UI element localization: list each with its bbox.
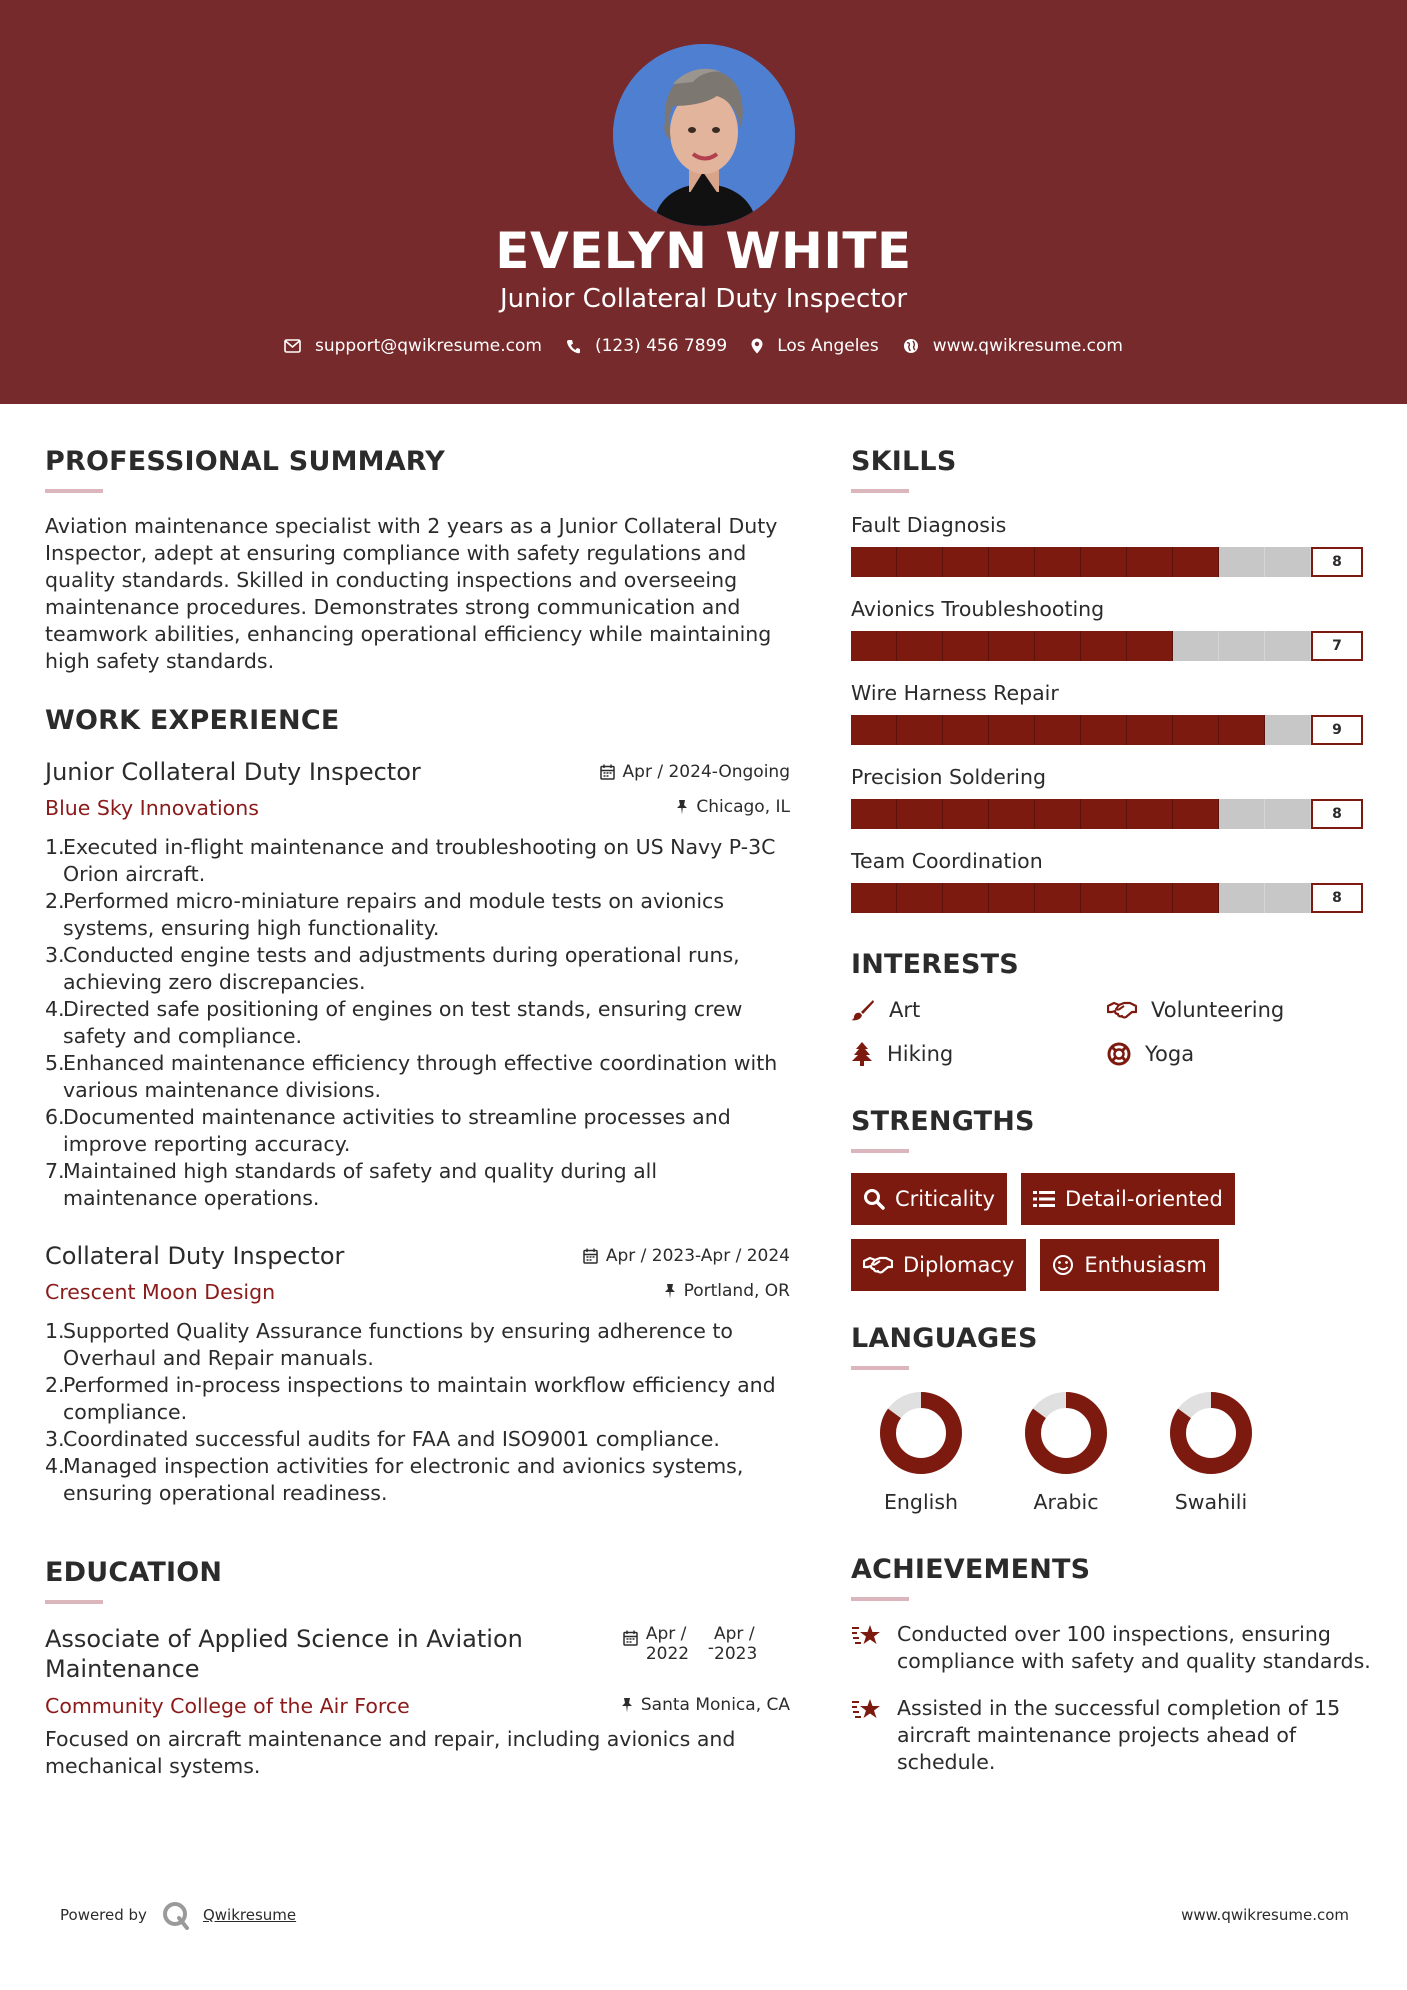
skills-section [851,446,1371,913]
skill-item [851,513,1371,577]
contact-phone[interactable] [566,336,727,356]
powered-by-text: Powered by [60,1906,147,1924]
interests-list [851,998,1371,1066]
skill-segment [897,631,943,661]
heading-underline [851,1149,909,1153]
phone-text: (123) 456 7899 [594,336,728,356]
paintbrush-icon [851,999,875,1021]
skill-segment [943,883,989,913]
search-icon [863,1188,885,1210]
skill-segment [897,799,943,829]
strength-tag: Detail-oriented [1021,1173,1235,1225]
phone-icon [566,339,581,354]
skill-segment [1035,799,1081,829]
summary-text: Aviation maintenance specialist with 2 years as a Junior Collateral Duty Inspector, adept at ensuring compliance with safety regulations and quality standards. Skilled in conducting inspections and overseeing maintenance procedures. Demonstrates strong communication and teamwork abilities, enhancing operational efficiency while maintaining high safety standards. [45,514,778,673]
skill-segment [1127,715,1173,745]
list-item: Enhanced maintenance efficiency through effective coordination with various maintenance divisions. [63,1051,778,1102]
strengths-list [851,1173,1371,1291]
calendar-icon [583,1248,598,1264]
handshake-icon [863,1255,893,1275]
skill-segment [1081,547,1127,577]
experience-heading: WORK EXPERIENCE [45,705,340,736]
email-text: support@qwikresume.com [315,336,542,356]
skill-track [851,799,1311,829]
skill-segment [1035,631,1081,661]
skill-segment [1219,715,1265,745]
education-section [45,1557,790,1780]
star-award-icon [851,1623,883,1649]
summary-heading: PROFESSIONAL SUMMARY [45,446,446,477]
skill-segment [943,547,989,577]
achievements-section [851,1554,1371,1776]
languages-list [851,1390,1281,1514]
school-name: Community College of the Air Force [45,1694,410,1718]
skill-score: 7 [1311,631,1363,661]
skill-score: 8 [1311,799,1363,829]
language-item [1141,1390,1281,1514]
location-text: Los Angeles [777,336,879,356]
heading-underline [851,1366,909,1370]
list-item: Supported Quality Assurance functions by ensuring adherence to Overhaul and Repair manuals. [63,1319,733,1370]
achievement-item: Assisted in the successful completion of 15 aircraft maintenance projects ahead of schedule. [851,1695,1371,1776]
skill-segment [1173,547,1219,577]
skill-segment [1173,631,1219,661]
list-icon [1033,1190,1055,1208]
list-item: Executed in-flight maintenance and troubleshooting on US Navy P-3C Orion aircraft. [63,835,776,886]
skill-segment [1265,631,1311,661]
skill-segment [989,631,1035,661]
candidate-title: Junior Collateral Duty Inspector [499,284,908,314]
strength-tag: Enthusiasm [1040,1239,1218,1291]
skills-list [851,513,1371,913]
skill-segment [989,883,1035,913]
language-item [851,1390,991,1514]
footer-website[interactable]: www.qwikresume.com [1181,1906,1349,1924]
interests-heading: INTERESTS [851,949,1019,980]
education-location: Santa Monica, CA [621,1695,790,1715]
contact-bar [0,336,1407,356]
skill-score: 8 [1311,883,1363,913]
strengths-heading: STRENGTHS [851,1106,1035,1137]
interest-item: Hiking [851,1042,1107,1066]
skill-name: Avionics Troubleshooting [851,597,1105,621]
portrait-image [613,44,795,226]
skill-bar [851,631,1363,661]
contact-location [751,336,879,356]
interest-item: Yoga [1107,1042,1363,1066]
language-name: Swahili [1174,1490,1248,1514]
skill-segment [943,799,989,829]
job-title: Collateral Duty Inspector [45,1242,345,1270]
skill-segment [1127,631,1173,661]
skill-segment [943,715,989,745]
job-location: Chicago, IL [676,797,790,817]
skill-segment [851,715,897,745]
list-item: Conducted engine tests and adjustments during operational runs, achieving zero discrepancies. [63,943,740,994]
skills-heading: SKILLS [851,446,957,477]
smile-icon [1052,1254,1074,1276]
list-item: Maintained high standards of safety and quality during all maintenance operations. [63,1159,658,1210]
skill-bar [851,715,1363,745]
skill-segment [1081,883,1127,913]
brand-link[interactable]: Qwikresume [202,1906,297,1924]
pushpin-icon [621,1697,633,1713]
skill-segment [1219,883,1265,913]
skill-segment [851,631,897,661]
achievement-item: Conducted over 100 inspections, ensuring compliance with safety and quality standards. [851,1621,1371,1675]
job-date: Apr / 2024-Ongoing [600,762,790,782]
strength-tag: Criticality [851,1173,1007,1225]
job-title: Junior Collateral Duty Inspector [45,758,421,786]
language-name: English [883,1490,959,1514]
skill-segment [1035,883,1081,913]
qwikresume-logo-icon [161,1900,191,1930]
skill-segment [1265,547,1311,577]
education-heading: EDUCATION [45,1557,223,1588]
experience-section [45,705,790,1507]
language-item [996,1390,1136,1514]
skill-segment [1081,631,1127,661]
skill-track [851,715,1311,745]
list-item: Performed micro-miniature repairs and module tests on avionics systems, ensuring high functionality. [63,889,724,940]
skill-segment [1127,547,1173,577]
heading-underline [45,1600,103,1604]
language-name: Arabic [1033,1490,1099,1514]
job-company: Crescent Moon Design [45,1280,276,1304]
left-column [45,446,790,1780]
heading-underline [851,1597,909,1601]
resume-header [0,0,1407,404]
skill-segment [989,799,1035,829]
tree-icon [851,1042,873,1066]
language-donut [1168,1390,1254,1476]
job-company: Blue Sky Innovations [45,796,259,820]
degree-title: Associate of Applied Science in Aviation Maintenance [45,1625,523,1683]
skill-segment [1219,631,1265,661]
job-bullets [63,1318,790,1507]
interests-section [851,949,1371,1066]
skill-bar [851,547,1363,577]
handshake-icon [1107,1000,1137,1020]
map-marker-icon [751,338,763,354]
skill-name: Wire Harness Repair [851,681,1059,705]
summary-section [45,446,790,675]
interest-item: Volunteering [1107,998,1363,1022]
contact-website[interactable] [903,336,1123,356]
pushpin-icon [676,799,688,815]
skill-item [851,597,1371,661]
globe-icon [903,338,919,354]
skill-segment [1265,883,1311,913]
website-text: www.qwikresume.com [932,336,1123,356]
skill-segment [1265,715,1311,745]
skill-track [851,883,1311,913]
skill-score: 8 [1311,547,1363,577]
heading-underline [851,489,909,493]
education-date: Apr / 2022 - Apr / 2023 [623,1624,762,1672]
education-description: Focused on aircraft maintenance and repair, including avionics and mechanical systems. [45,1727,736,1778]
skill-name: Precision Soldering [851,765,1046,789]
language-donut [1023,1390,1109,1476]
skill-segment [1173,715,1219,745]
languages-section [851,1323,1371,1514]
right-column [851,446,1371,1796]
skill-segment [1127,799,1173,829]
language-donut [878,1390,964,1476]
skill-segment [897,715,943,745]
job-entry [45,758,790,1212]
avatar [613,44,795,226]
star-award-icon [851,1697,883,1723]
skill-segment [943,631,989,661]
skill-segment [1219,799,1265,829]
strength-tag: Diplomacy [851,1239,1026,1291]
skill-segment [989,547,1035,577]
skill-segment [1219,547,1265,577]
skill-segment [1081,799,1127,829]
list-item: Directed safe positioning of engines on test stands, ensuring crew safety and compliance. [63,997,743,1048]
interest-item: Art [851,998,1107,1022]
skill-name: Fault Diagnosis [851,513,1007,537]
calendar-icon [600,764,615,780]
skill-segment [851,547,897,577]
skill-item [851,849,1371,913]
skill-segment [851,883,897,913]
achievements-heading: ACHIEVEMENTS [851,1554,1091,1585]
skill-item [851,681,1371,745]
skill-segment [1127,883,1173,913]
skill-segment [1265,799,1311,829]
skill-score: 9 [1311,715,1363,745]
skill-segment [897,547,943,577]
skill-track [851,631,1311,661]
envelope-icon [284,339,301,353]
skill-segment [851,799,897,829]
job-date: Apr / 2023-Apr / 2024 [583,1246,790,1266]
list-item: Coordinated successful audits for FAA and ISO9001 compliance. [63,1427,720,1451]
heading-underline [45,489,103,493]
list-item: Performed in-process inspections to maintain workflow efficiency and compliance. [63,1373,776,1424]
skill-segment [897,883,943,913]
job-entry [45,1242,790,1507]
skill-track [851,547,1311,577]
contact-email[interactable] [284,336,542,356]
list-item: Managed inspection activities for electronic and avionics systems, ensuring operational readiness. [63,1454,744,1505]
skill-item [851,765,1371,829]
pushpin-icon [664,1283,676,1299]
skill-segment [1173,883,1219,913]
skill-segment [1035,715,1081,745]
strengths-section [851,1106,1371,1291]
lifering-icon [1107,1042,1131,1066]
skill-bar [851,799,1363,829]
skill-segment [989,715,1035,745]
skill-segment [1173,799,1219,829]
skill-bar [851,883,1363,913]
skill-name: Team Coordination [851,849,1043,873]
list-item: Documented maintenance activities to streamline processes and improve reporting accuracy. [63,1105,731,1156]
footer-powered-by [60,1900,296,1930]
job-bullets [63,834,790,1212]
skill-segment [1035,547,1081,577]
job-location: Portland, OR [664,1281,790,1301]
candidate-name: EVELYN WHITE [495,222,912,280]
calendar-icon [623,1630,638,1646]
languages-heading: LANGUAGES [851,1323,1038,1354]
skill-segment [1081,715,1127,745]
